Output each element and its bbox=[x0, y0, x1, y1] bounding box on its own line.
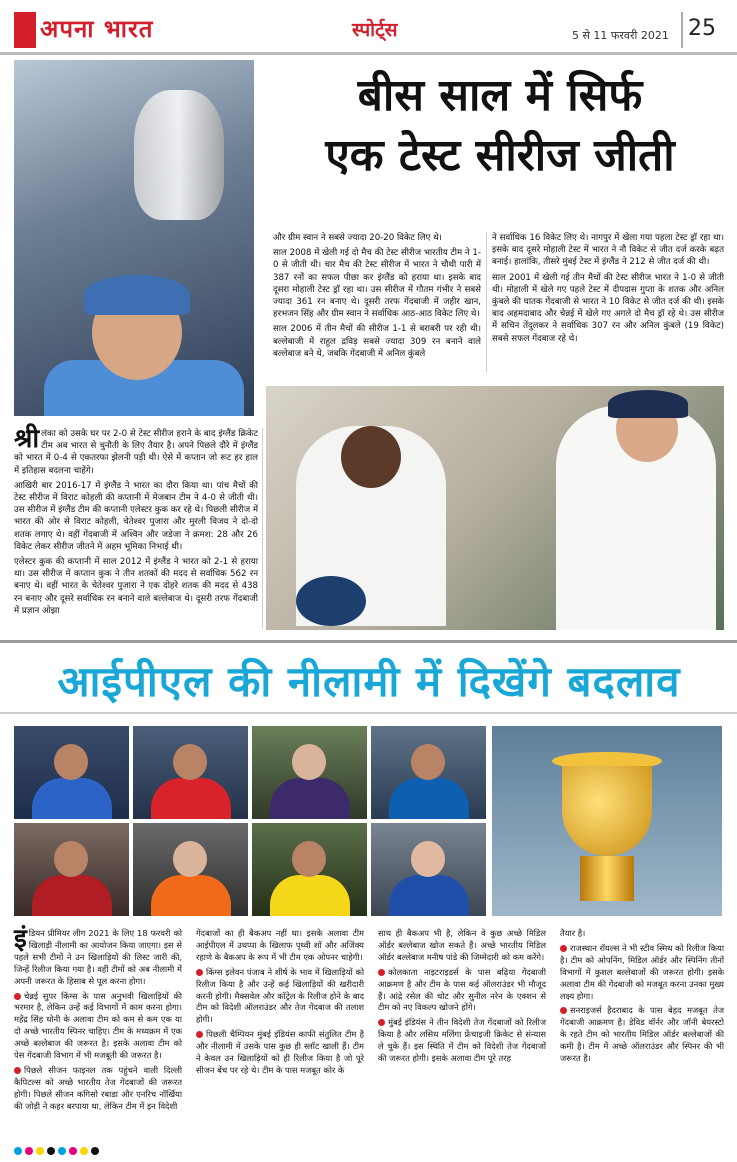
bullet-icon bbox=[560, 945, 567, 952]
player-photo bbox=[371, 823, 486, 916]
player-photo bbox=[252, 726, 367, 819]
story2-col4-p3: सनराइजर्स हैदराबाद के पास बेहद मजबूत तेज गेंदबाजी आक्रमण है। डेविड वॉर्नर और जॉनी बेयरस्टो के रहते टीम को भारतीय मिडिल ऑर्डर बल्लेबाजों की कमी है। टीम में अच्छे ऑलराउंडर और स्पिनर की भी जरूरत है। bbox=[560, 1005, 724, 1064]
bullet-icon bbox=[378, 1019, 385, 1026]
dravid-trophy-photo bbox=[14, 60, 254, 416]
player-photo bbox=[14, 726, 129, 819]
registration-dot bbox=[58, 1147, 66, 1155]
story2-dropcap: इं bbox=[14, 924, 27, 954]
column-divider bbox=[486, 232, 487, 372]
story1-headline bbox=[270, 66, 730, 186]
story2-headline: आईपीएल की नीलामी में दिखेंगे बदलाव bbox=[57, 657, 681, 706]
batsman-head bbox=[341, 426, 401, 488]
story2-column-4 bbox=[560, 928, 724, 1068]
story1-col1-p2: आखिरी बार 2016-17 में इंग्लैंड ने भारत का दौरा किया था। पांच मैचों की टेस्ट सीरीज में विराट कोहली की कप्तानी में मेजबान टीम ने 4-0 से जीती थी। उस सीरीज में इंग्लैंड टीम की कप्तानी एलेस्टर कुक कर रहे थे। पिछली सीरीज में भारत की ओर से विराट कोहली, चेतेश्वर पुजारा और मुरली विजय ने दो-दो शतक लगाए थे। वहीं गेंदबाजी में अश्विन और जडेजा ने क्रमश: 28 और 26 विकेट लेकर सीरीज जीतने में अहम भूमिका निभाई थी। bbox=[14, 480, 258, 552]
bullet-icon bbox=[560, 1007, 567, 1014]
story2-column-3 bbox=[378, 928, 546, 1068]
story1-headline-line1: बीस साल में सिर्फ bbox=[357, 70, 643, 121]
story1-dropcap: श्री bbox=[14, 424, 40, 454]
player-photo bbox=[133, 823, 248, 916]
fielder-cap bbox=[608, 390, 688, 418]
story1-col3-p2: साल 2001 में खेली गई तीन मैचों की टेस्ट सीरीज भारत ने 1-0 से जीती थी। मोहाली में खेले गए पहले टेस्ट में दीपदास गुप्ता के शतक और अनिल कुंबले की घातक गेंदबाजी से भारत ने 10 विकेट से जीत दर्ज की थी। इसके बाद अहमदाबाद और चेन्नई में खेले गए अगले दो मैच ड्रॉ रहे थे। उस सीरीज में सचिन तेंदुलकर ने सर्वाधिक 307 रन और अनिल कुंबले (19 विकेट) सबसे सफल गेंदबाज रहे थे। bbox=[492, 272, 724, 344]
player-cap bbox=[84, 275, 190, 315]
story1-col2-p2: साल 2008 में खेली गई दो मैच की टेस्ट सीरीज भारतीय टीम ने 1-0 से जीती थी। चार मैच की टेस्ट सीरीज में भारत ने चौथी पारी में 387 रनों का सफल पीछा कर इंग्लैंड को हराया था। इसके बाद दूसरा मोहाली टेस्ट ड्रॉ रहा था। उस सीरीज में गौतम गंभीर ने सबसे ज्यादा 361 रन बनाए थे। दूसरी तरफ गेंदबाजी में जहीर खान, हरभजन सिंह और ग्रीम स्वान ने सर्वाधिक आठ-आठ विकेट लिए थे। bbox=[273, 248, 481, 320]
bullet-icon bbox=[196, 1031, 203, 1038]
story1-col3-p1: ने सर्वाधिक 16 विकेट लिए थे। नागपुर में खेला गया पहला टेस्ट ड्रॉ रहा था। इसके बाद दूसरे मोहाली टेस्ट में भारत ने नौ विकेट से जीत दर्ज करके बढ़त बनाई। हालांकि, तीसरे मुंबई टेस्ट में इंग्लैंड ने 212 से जीत दर्ज की थी। bbox=[492, 233, 724, 268]
trophy-cup bbox=[562, 766, 652, 856]
player-photo bbox=[252, 823, 367, 916]
registration-dot bbox=[25, 1147, 33, 1155]
story2-col4-p1: तैयार है। bbox=[560, 928, 586, 938]
handshake-photo bbox=[266, 386, 724, 630]
story2-column-1 bbox=[14, 924, 182, 1116]
story2-col3-p3: मुंबई इंडियंस ने तीन विदेशी तेज गेंदबाजों को रिलीज किया है और लसिथ मलिंगा फ्रेंचाइजी क्रिकेट से संन्यास ले चुके हैं। इस स्थिति में टीम को विदेशी तेज गेंदबाजों की जरूरत होगी। इसके अलावा टीम पूरे तरह bbox=[378, 1017, 546, 1064]
helmet-shape bbox=[296, 576, 366, 626]
bullet-icon bbox=[378, 969, 385, 976]
story2-col4-p2: राजस्थान रॉयल्स ने भी स्टीव स्मिथ को रिलीज किया है। टीम को ओपनिंग, मिडिल ऑर्डर और स्पिनिंग तीनों विभागों में कुशल बल्लेबाजों की जरूरत होगी। इसके अलावा टीम की गेंदबाजी को मजबूत करना उनका मुख्य लक्ष्य होगा। bbox=[560, 942, 724, 1001]
registration-dot bbox=[80, 1147, 88, 1155]
masthead-accent-block bbox=[14, 12, 36, 48]
story2-col3-p1: साथ ही बैकअप भी है, लेकिन वे कुछ अच्छे मिडिल ऑर्डर बल्लेबाज खोज सकते हैं। अच्छे भारतीय मिडिल ऑर्डर बल्लेबाज मनीष पांडे की जिम्मेदारी को कम करेंगे। bbox=[378, 928, 546, 962]
trophy-base bbox=[580, 856, 634, 901]
section-title: स्पोर्ट्स bbox=[352, 19, 398, 41]
registration-dots bbox=[14, 1140, 723, 1150]
story1-col2-p1: और ग्रीम स्वान ने सबसे ज्यादा 20-20 विकेट लिए थे। bbox=[273, 233, 442, 243]
story2-col1-p1: डियन प्रीमियर लीग 2021 के लिए 18 फरवरी को खिलाड़ी नीलामी का आयोजन किया जाएगा। इस से पहले सभी टीमों ने उन खिलाड़ियों की लिस्ट जारी की, जिन्हें रिलीज किया गया है। वहीं टीमों को अब नीलामी में अपनी जरूरत के हिसाब से पूल करना होगा। bbox=[14, 928, 182, 986]
registration-dot bbox=[47, 1147, 55, 1155]
story1-col1-p3: एलेस्टर कुक की कप्तानी में साल 2012 में इंग्लैंड ने भारत को 2-1 से हराया था। उस सीरीज में कप्तान कुक ने तीन शतकों की मदद से सर्वाधिक 562 रन बनाए थे। वहीं भारत के चेतेश्वर पुजारा ने एक दोहरे शतक की मदद से 438 रन बनाए और दूसरे सर्वाधिक रन बनाने वाले बल्लेबाज थे। दूसरी तरफ गेंदबाजी में प्रज्ञान ओझा bbox=[14, 557, 258, 616]
section-rule bbox=[0, 640, 737, 643]
registration-dot bbox=[91, 1147, 99, 1155]
story2-col2-p1: गेंदबाजों का ही बैकअप नहीं था। इसके अलावा टीम आईपीएल में उथप्पा के खिलाफ पृथ्वी शॉ और अजिंक्य रहाणे के बैकअप के रूप में भी टीम एक ओपनर चाहेगी। bbox=[196, 928, 364, 962]
bullet-icon bbox=[14, 993, 21, 1000]
player-photo bbox=[133, 726, 248, 819]
registration-dot bbox=[14, 1147, 22, 1155]
column-divider bbox=[262, 428, 263, 628]
story2-col1-p3: पिछले सीजन फाइनल तक पहुंचने वाली दिल्ली कैपिटल्स को अच्छे भारतीय तेज गेंदबाजों की जरूरत होगी। पिछले सीजन कगिसो रबाडा और एनरिच नॉर्खिया की जोड़ी ने कहर बरपाया था, लेकिन टीम में इन विदेशी bbox=[14, 1064, 182, 1111]
page-number: 25 bbox=[688, 16, 716, 41]
header-divider bbox=[681, 12, 683, 48]
registration-dot bbox=[69, 1147, 77, 1155]
player-photo bbox=[371, 726, 486, 819]
bullet-icon bbox=[196, 969, 203, 976]
story1-column-1 bbox=[14, 424, 258, 620]
ipl-trophy-photo bbox=[492, 726, 722, 916]
section-rule bbox=[0, 712, 737, 714]
bullet-icon bbox=[14, 1067, 21, 1074]
registration-dot bbox=[36, 1147, 44, 1155]
story2-col2-p2: किंग्स इलेवन पंजाब ने शीर्ष के भाव में खिलाड़ियों को रिलीज किया है और उन्हें कई खिलाड़ियों की खरीदारी करनी होगी। मैक्सवेल और कॉट्रेल के रिलीज होने के बाद टीम को विदेशी ऑलराउंडर और तेज गेंदबाज की तलाश होगी। bbox=[196, 966, 364, 1025]
story2-column-2 bbox=[196, 928, 364, 1080]
story1-col2-p3: साल 2006 में तीन मैचों की सीरीज 1-1 से बराबरी पर रही थी। बल्लेबाजी में राहुल द्रविड़ सबसे ज्यादा 309 रन बनाने वाले बल्लेबाज बने थे, जबकि गेंदबाजी में अनिल कुंबले bbox=[273, 324, 481, 359]
trophy-shape bbox=[134, 90, 224, 220]
masthead-title: अपना भारत bbox=[40, 15, 154, 43]
issue-date: 5 से 11 फरवरी 2021 bbox=[572, 29, 669, 42]
player-photo bbox=[14, 823, 129, 916]
story1-col1-p1: लंका को उसके घर पर 2-0 से टेस्ट सीरीज हराने के बाद इंग्लैंड क्रिकेट टीम अब भारत से चुनौती के लिए तैयार है। अपने पिछले दौरे में इंग्लैंड को भारत में 0-4 से एकतरफा झेलनी पड़ी थी। ऐसे में कप्तान जो रूट हर हाल में इतिहास बदलना चाहेंगे। bbox=[14, 429, 258, 476]
story1-headline-line2: एक टेस्ट सीरीज जीती bbox=[325, 130, 675, 181]
story2-col3-p2: कोलकाता नाइटराइडर्स के पास बढ़िया गेंदबाजी आक्रमण है और टीम के पास कई ऑलराउंडर भी मौजूद हैं। आंद्रे रसेल की चोट और सुनील नरेन के एक्शन से टीम को नए विकल्प खोजने होंगे। bbox=[378, 966, 546, 1013]
story2-col1-p2: चेन्नई सुपर किंग्स के पास अनुभवी खिलाड़ियों की भरमार है, लेकिन उन्हें कई विभागों में काम करना होगा। महेंद्र सिंह धोनी के अलावा टीम को कम से कम एक या दो अच्छे भारतीय स्पिनर चाहिए। टीम के मध्यक्रम में एक अच्छे बल्लेबाज की जरूरत है। इसके अलावा टीम को पेस गेंदबाजी विभाग में भी मजबूती की जरूरत है। bbox=[14, 990, 182, 1061]
story1-column-3 bbox=[492, 232, 724, 348]
story1-column-2 bbox=[273, 232, 481, 363]
story2-col2-p3: पिछली चैम्पियन मुंबई इंडियंस काफी संतुलित टीम है और नीलामी में उसके पास कुछ ही स्लॉट खाली हैं। टीम ने केवल उन खिलाड़ियों को ही रिलीज किया है जो पूरे सीजन बेंच पर रहे थे। टीम के पास मजबूत कोर के bbox=[196, 1029, 364, 1075]
